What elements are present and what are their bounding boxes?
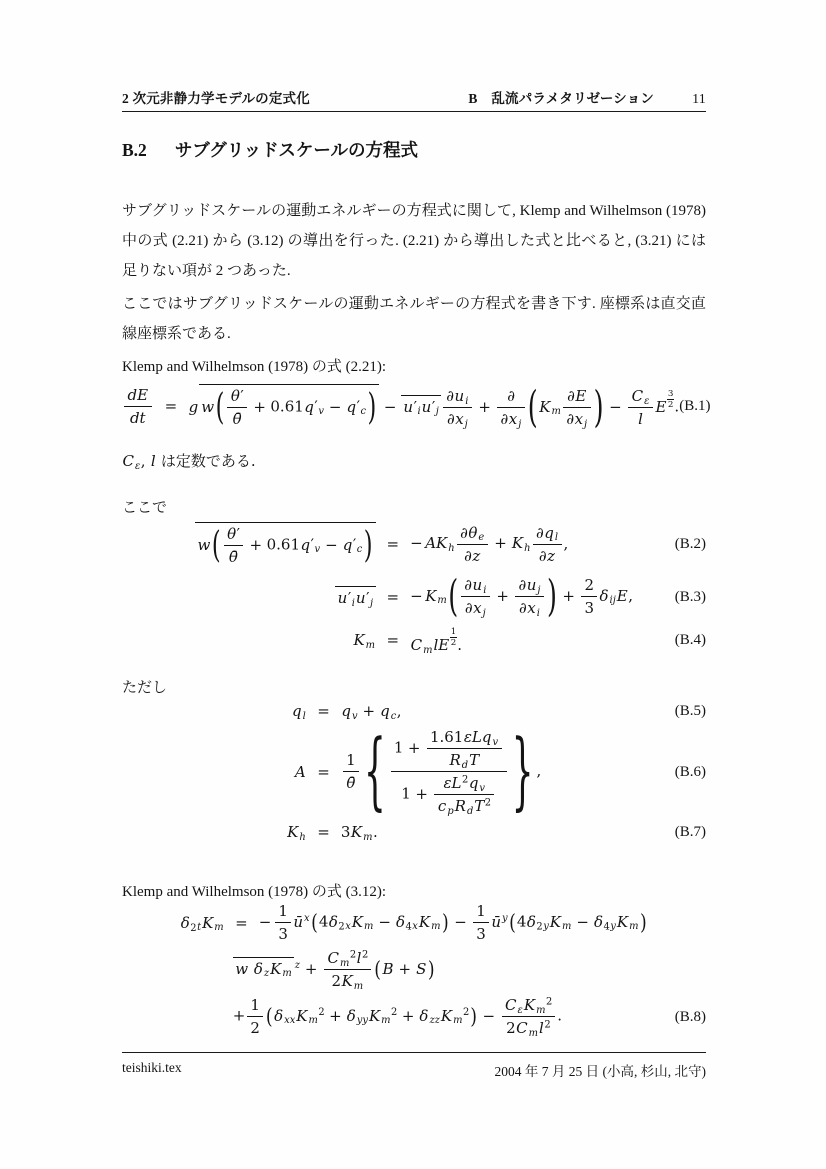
eq-b6-equals: = bbox=[317, 762, 330, 781]
spacer bbox=[541, 823, 706, 841]
equation-221-intro: Klemp and Wilhelmson (1978) の式 (2.21): bbox=[122, 359, 387, 375]
equation-B8 bbox=[122, 902, 706, 1037]
constants-note: $C_\varepsilon$, l は定数である. bbox=[122, 452, 256, 472]
header-left-title: 2 次元非静力学モデルの定式化 bbox=[122, 91, 310, 106]
page-footer bbox=[122, 1060, 706, 1080]
paragraph-coordinate-system: ここではサブグリッドスケールの運動エネルギーの方程式を書き下す. 座標系は直交直線座標系である. bbox=[122, 296, 706, 342]
eq-b2-rhs: − $AK_h$ $\frac{\partial\theta_e}{\partial z}$ + $K_h$ $\frac{\partial q_l}{\partial z}$ , bbox=[410, 523, 569, 565]
spacer bbox=[633, 535, 706, 553]
page-number: 11 bbox=[692, 92, 706, 107]
eq-b1-number: (B.1) bbox=[679, 398, 711, 414]
eq-b2-number: (B.2) bbox=[674, 536, 706, 552]
section-title: サブグリッドスケールの方程式 bbox=[174, 140, 419, 160]
eq-b8-line1: − $\frac{1}{3}$ $ū^x(4\delta_{2x}K_m - \delta_{4x}K_m)$ − $\frac{1}{3}$ $ū^y(4\delta_{2y}K_m - \delta_{4y}K_m)$ bbox=[258, 902, 647, 943]
footer-rule bbox=[122, 1052, 706, 1053]
section-heading bbox=[122, 137, 706, 162]
eq-b5-rhs: $q_v + q_c$, bbox=[341, 702, 402, 722]
eq-b6-lhs: A bbox=[294, 762, 306, 781]
spacer bbox=[633, 588, 706, 606]
eq-b7-number: (B.7) bbox=[674, 824, 706, 840]
header-rule bbox=[122, 111, 706, 112]
page-header bbox=[122, 87, 706, 108]
equation-312-intro: Klemp and Wilhelmson (1978) の式 (3.12): bbox=[122, 884, 387, 900]
eq-b5-number: (B.5) bbox=[674, 703, 706, 719]
spacer bbox=[541, 702, 706, 720]
equation-group-B5-B7 bbox=[122, 702, 706, 841]
eq-b4-rhs: $C_mlE$ $\frac{1}{2}$ . bbox=[410, 627, 463, 656]
eq-b1-lhs: $\frac{dE}{dt}$ bbox=[122, 386, 154, 427]
eq-b4-equals: = bbox=[386, 631, 400, 650]
eq-b7-equals: = bbox=[317, 823, 330, 841]
eq-b1-rhs: g w( $\frac{\theta'}{\thetā}$ + $0.61q'_v - q'_c) - u'_iu'_j$ $\frac{\partial u_i}{\partial x_j}$ + ∂ $\partial x_j$ ( $K_m$ $\frac{\partial E}{\partial x_j}$ ) − $\frac{C_\varepsilon}{l}$ E $\frac{3}{2}$ . bbox=[188, 382, 680, 433]
header-right-title: B 乱流パラメタリゼーション bbox=[468, 91, 655, 106]
eq-b2-lhs: w( $\frac{\theta'}{\thetā}$ + $0.61q'_v - q'_c$) bbox=[195, 522, 376, 566]
lead-in-where: ただし bbox=[122, 680, 168, 696]
eq-b3-equals: = bbox=[386, 587, 400, 606]
section-number: B.2 bbox=[122, 140, 147, 160]
eq-b1-equals: = bbox=[164, 397, 178, 415]
eq-b8-line3: + $\frac{1}{2}$ ( $\delta_{xx}K_m^2 + \delta_{yy}K_m^2 + \delta_{zz}K_m^2$) − $C_\varepsilon K_m^2$ $2C_ml^2$ . bbox=[232, 996, 563, 1039]
eq-b3-rhs: − $K_m$( $\frac{\partial u_i}{\partial x_j}$ + $\frac{\partial u_j}{\partial x_i}$ ) + $\frac{2}{3}$ $\delta_{ij}E$, bbox=[410, 571, 634, 622]
eq-b8-equals: = bbox=[235, 913, 248, 932]
eq-b6-rhs: $\frac{1}{\thetā}$ { 1 + 1.61εLq$_v$ $R_dT$ 1 + $\varepsilon L^2q_v$ $c_pR_dT^2$ } , bbox=[341, 728, 541, 815]
equation-group-B2-B4 bbox=[122, 522, 706, 654]
eq-b6-number: (B.6) bbox=[674, 763, 706, 780]
footer-filename: teishiki.tex bbox=[122, 1060, 182, 1075]
eq-b7-rhs: $3K_m$. bbox=[340, 823, 378, 843]
eq-b7-lhs: $K_h$ bbox=[287, 823, 306, 843]
eq-b5-equals: = bbox=[317, 702, 330, 720]
footer-date-authors: 2004 年 7 月 25 日 (小高, 杉山, 北守) bbox=[494, 1064, 706, 1079]
eq-b4-lhs: $K_m$ bbox=[353, 631, 376, 652]
eq-b2-equals: = bbox=[386, 535, 400, 553]
lead-in-here: ここで bbox=[122, 500, 168, 516]
spacer bbox=[648, 1008, 706, 1026]
spacer bbox=[541, 763, 706, 781]
eq-b4-number: (B.4) bbox=[674, 632, 706, 649]
spacer bbox=[679, 397, 710, 415]
eq-b3-number: (B.3) bbox=[674, 588, 706, 605]
eq-b8-line2: w $\delta_zK_m^z$ + $\frac{C_m^2l^2}{2K_m}$ ( B + S) bbox=[233, 949, 436, 990]
eq-b8-number: (B.8) bbox=[674, 1008, 706, 1025]
eq-b5-lhs: $q_l$ bbox=[291, 702, 306, 722]
paragraph-derivation: サブグリッドスケールの運動エネルギーの方程式に関して, Klemp and Wilhelmson (1978) 中の式 (2.21) から (3.12) の導出を行った. (2.21) から導出した式と比べると, (3.21) には足りない項が 2 つあった. bbox=[122, 203, 706, 279]
spacer bbox=[633, 631, 706, 649]
equation-B1 bbox=[122, 382, 711, 433]
eq-b3-lhs: $u'_iu'_j$ bbox=[335, 586, 375, 607]
eq-b8-lhs: $\delta_{2t}K_m$ bbox=[180, 913, 224, 934]
